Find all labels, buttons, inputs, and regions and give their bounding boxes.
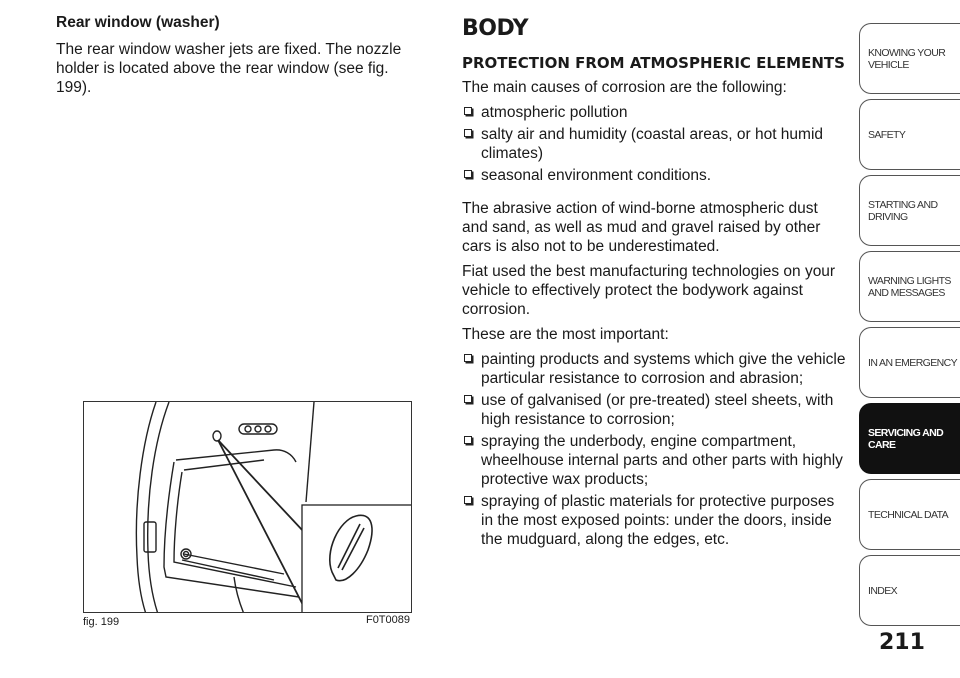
list-item <box>462 350 847 388</box>
paragraph-abrasive: The abrasive action of wind-borne atmospheric dust and sand, as well as mud and gravel raised by other cars is also not to be underestimated. <box>462 200 821 255</box>
checkbox-bullet-icon <box>464 395 472 403</box>
list-item-text: atmospheric pollution <box>481 104 628 121</box>
tab-starting-and-driving[interactable] <box>859 175 960 246</box>
measures-list <box>462 350 847 549</box>
tab-label: STARTING AND DRIVING <box>868 198 938 223</box>
paragraph-important: These are the most important: <box>462 326 669 343</box>
tab-index[interactable] <box>859 555 960 626</box>
tab-label: SERVICING AND CARE <box>868 426 944 451</box>
list-item <box>462 125 847 163</box>
left-column <box>56 14 426 103</box>
checkbox-bullet-icon <box>464 496 472 504</box>
section-subtitle: PROTECTION FROM ATMOSPHERIC ELEMENTS <box>462 54 845 72</box>
list-item-text: spraying of plastic materials for protective purposes in the most exposed points: under the doors, inside the mudguard, along the edges, etc. <box>481 493 835 548</box>
tab-warning-lights[interactable] <box>859 251 960 322</box>
tab-label: WARNING LIGHTS AND MESSAGES <box>868 274 951 299</box>
list-item <box>462 492 847 549</box>
chapter-tabs <box>859 23 960 631</box>
checkbox-bullet-icon <box>464 170 472 178</box>
list-item <box>462 166 847 185</box>
figure-caption <box>83 613 412 629</box>
tab-label: TECHNICAL DATA <box>868 508 949 521</box>
rear-window-illustration <box>84 402 412 613</box>
tab-technical-data[interactable] <box>859 479 960 550</box>
list-item-text: spraying the underbody, engine compartment, wheelhouse internal parts and other parts with highly protective wax products; <box>481 433 843 488</box>
intro-paragraph: The main causes of corrosion are the following: <box>462 79 787 96</box>
tab-in-an-emergency[interactable] <box>859 327 960 398</box>
tab-label: SAFETY <box>868 128 906 141</box>
tab-label: INDEX <box>868 584 898 597</box>
tab-label: KNOWING YOUR VEHICLE <box>868 46 946 71</box>
section-paragraph: The rear window washer jets are fixed. The nozzle holder is located above the rear window (see fig. 199). <box>56 41 402 96</box>
tab-label: IN AN EMERGENCY <box>868 356 958 369</box>
tab-safety[interactable] <box>859 99 960 170</box>
checkbox-bullet-icon <box>464 354 472 362</box>
list-item-text: seasonal environment conditions. <box>481 167 712 184</box>
rear-window-figure <box>83 401 412 613</box>
tab-knowing-your-vehicle[interactable] <box>859 23 960 94</box>
causes-list <box>462 103 847 185</box>
list-item-text: painting products and systems which give the vehicle particular resistance to corrosion and abrasion; <box>481 351 846 387</box>
checkbox-bullet-icon <box>464 436 472 444</box>
checkbox-bullet-icon <box>464 129 472 137</box>
figure-number: fig. 199 <box>83 616 120 628</box>
checkbox-bullet-icon <box>464 107 472 115</box>
page-number: 211 <box>879 630 925 655</box>
tab-servicing-and-care[interactable] <box>859 403 960 474</box>
list-item <box>462 103 847 122</box>
section-title: BODY <box>462 16 529 41</box>
body-section <box>462 14 847 557</box>
section-heading: Rear window (washer) <box>56 14 220 31</box>
list-item <box>462 391 847 429</box>
list-item-text: use of galvanised (or pre-treated) steel sheets, with high resistance to corrosion; <box>481 392 834 428</box>
list-item <box>462 432 847 489</box>
paragraph-technologies: Fiat used the best manufacturing technologies on your vehicle to effectively protect the bodywork against corrosion. <box>462 263 836 318</box>
figure-code: F0T0089 <box>365 614 410 626</box>
list-item-text: salty air and humidity (coastal areas, or hot humid climates) <box>481 126 824 162</box>
